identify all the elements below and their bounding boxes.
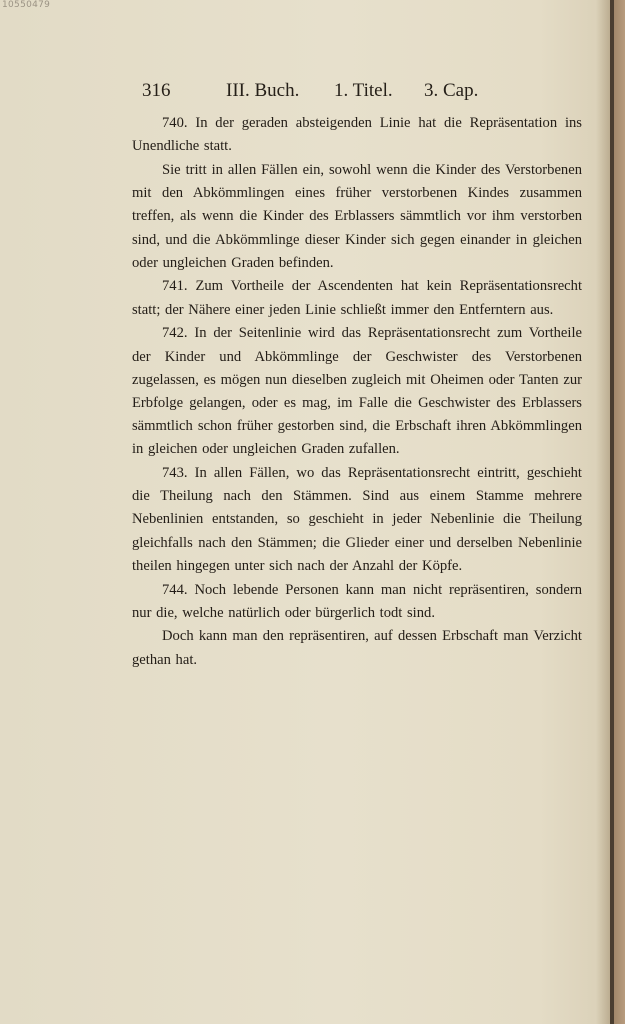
paragraph-740: 740. In der geraden absteigenden Linie hat die Repräsentation ins Unendliche statt.: [132, 115, 582, 155]
body-text: [132, 112, 582, 672]
paragraph-742: 742. In der Seitenlinie wird das Repräsentationsrecht zum Vortheile der Kinder und Abkömmlinge der Geschwister des Verstorbenen zugelassen, es mögen nun dieselben zugleich mit Oheimen oder Tanten zur Erbfolge gelangen, oder es mag, im Falle die Geschwister des Erblassers sämmtlich schon früher gestorben sind, die Erbschaft ihren Abkömmlingen in gleichen oder ungleichen Graden zufallen.: [132, 325, 582, 458]
header-title: 1. Titel.: [334, 80, 393, 101]
paragraph-740-continued: Sie tritt in allen Fällen ein, sowohl wenn die Kinder des Verstorbenen mit den Abkömmlingen eines früher verstorbenen Kindes zusammen treffen, als wenn die Kinder des Erblassers sämmtlich vor ihm verstorben sind, und die Abkömmlinge dieser Kinder sich gegen einander in gleichen oder ungleichen Graden befinden.: [132, 161, 582, 271]
scan-id: 10550479: [2, 0, 51, 10]
paragraph-744-continued: Doch kann man den repräsentiren, auf dessen Erbschaft man Verzicht gethan hat.: [132, 628, 582, 668]
running-header: [142, 80, 582, 104]
header-book: III. Buch.: [226, 80, 300, 101]
paragraph-743: 743. In allen Fällen, wo das Repräsentationsrecht eintritt, geschieht die Theilung nach den Stämmen. Sind aus einem Stamme mehrere Nebenlinien entstanden, so geschieht in jeder Nebenlinie die Theilung gleichfalls nach den Stämmen; die Glieder einer und derselben Nebenlinie theilen hingegen unter sich nach der Anzahl der Köpfe.: [132, 465, 582, 574]
paragraph-744: 744. Noch lebende Personen kann man nicht repräsentiren, sondern nur die, welche natürlich oder bürgerlich todt sind.: [132, 581, 582, 621]
page-number: 316: [142, 80, 171, 101]
header-chapter: 3. Cap.: [424, 80, 479, 101]
adjacent-page-edge: [614, 0, 625, 1024]
paragraph-741: 741. Zum Vortheile der Ascendenten hat kein Repräsentationsrecht statt; der Nähere einer jeden Linie schließt immer den Entferntern aus.: [132, 278, 582, 318]
